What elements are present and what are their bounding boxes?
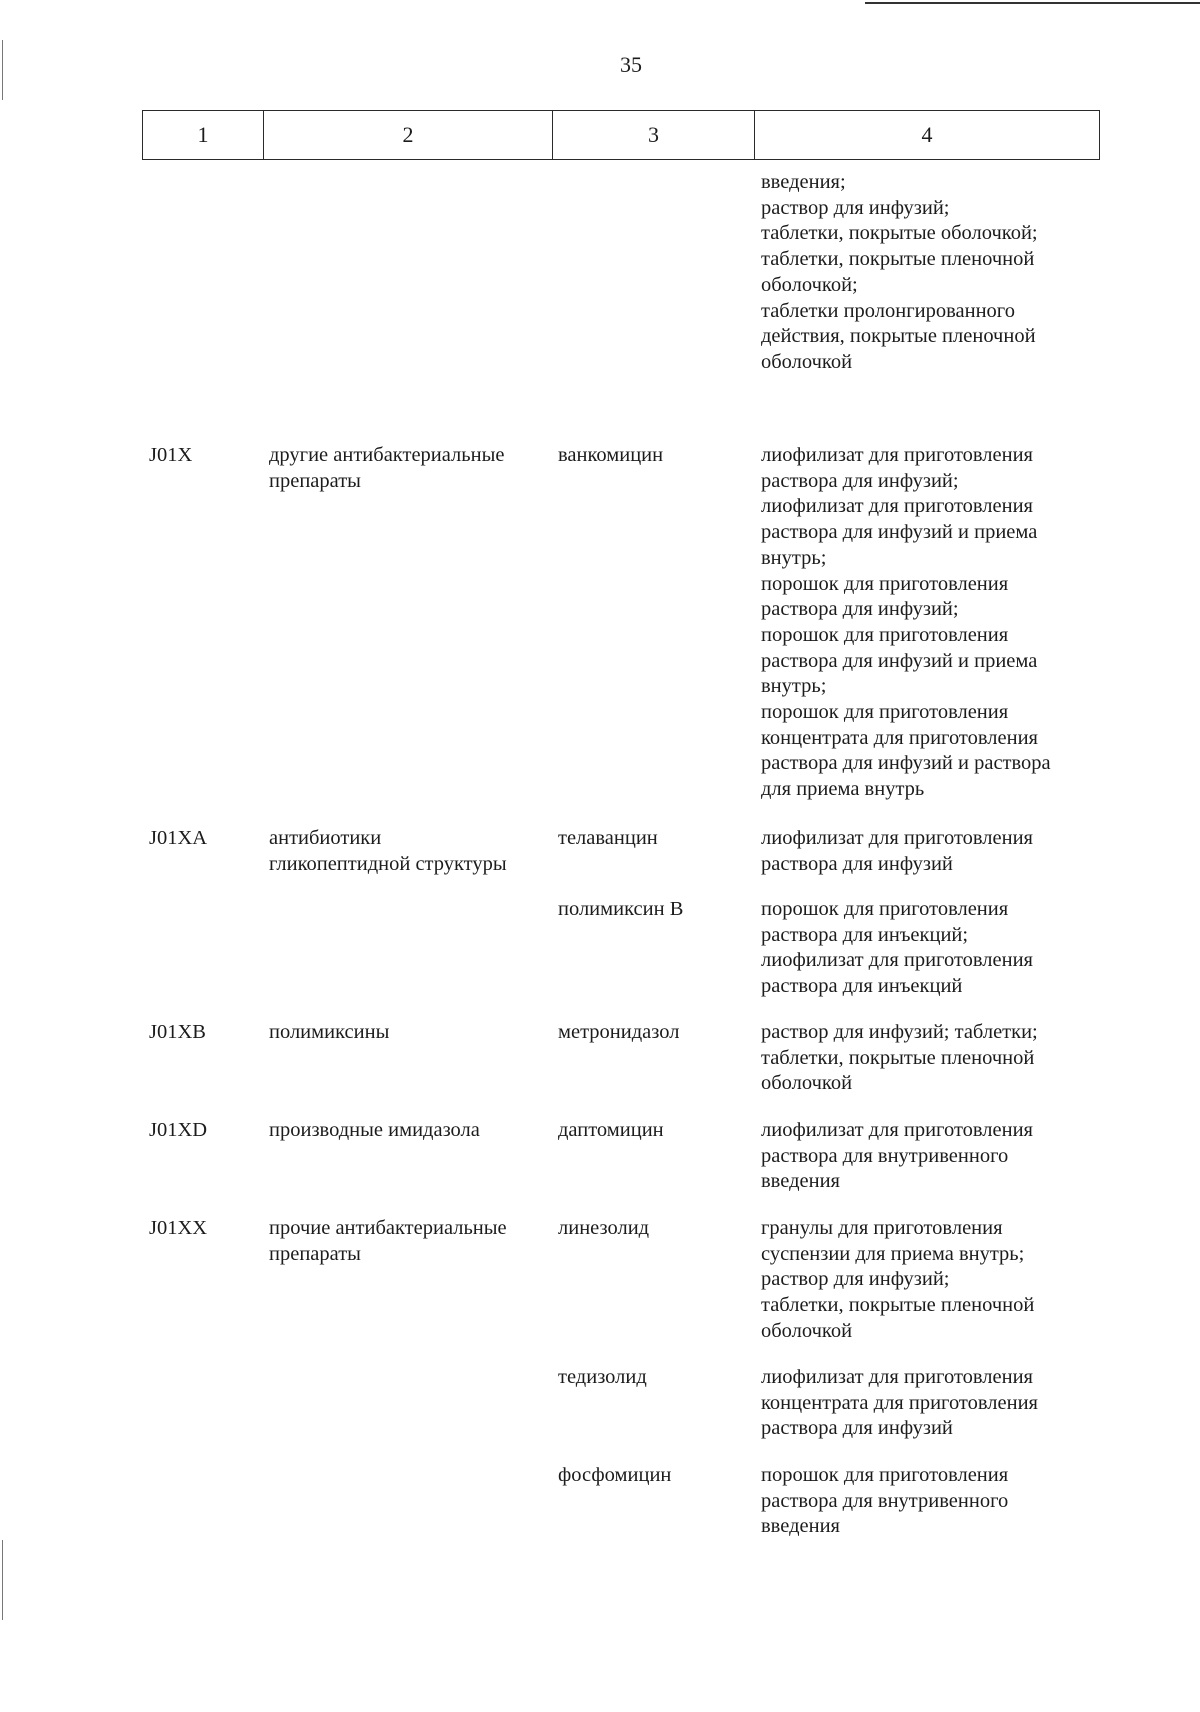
- dosage-forms: [754, 897, 1100, 1020]
- dosage-form-line: порошок для приготовления: [761, 898, 1009, 920]
- dosage-form-line: раствора для инфузий: [761, 1417, 953, 1440]
- group-line: препараты: [269, 1242, 361, 1265]
- dosage-form-line: раствора для инфузий и приема: [761, 649, 1038, 672]
- dosage-form-line: раствора для внутривенного: [761, 1144, 1009, 1167]
- table-row: [142, 1365, 1100, 1463]
- dosage-form-line: оболочкой;: [761, 273, 858, 296]
- drug-name: линезолид: [558, 1217, 650, 1239]
- table-row: [142, 1020, 1100, 1118]
- dosage-form-line: оболочкой: [761, 1072, 853, 1095]
- drug-name: ванкомицин: [558, 444, 664, 466]
- dosage-form-line: лиофилизат для приготовления: [761, 444, 1033, 466]
- drug-name: даптомицин: [558, 1119, 664, 1141]
- dosage-form-line: концентрата для приготовления: [761, 726, 1038, 749]
- table-row: [142, 897, 1100, 1020]
- atc-group-name: [263, 1118, 552, 1216]
- dosage-form-line: оболочкой: [761, 350, 853, 373]
- dosage-form-line: раствора для инъекций: [761, 975, 963, 998]
- atc-code: J01XB: [149, 1021, 206, 1043]
- page-number: 35: [620, 52, 642, 77]
- dosage-forms: [754, 170, 1100, 443]
- table-row: [142, 826, 1100, 897]
- atc-code: [142, 170, 263, 443]
- dosage-forms: [754, 1365, 1100, 1463]
- atc-group-name: [263, 1020, 552, 1118]
- dosage-form-line: концентрата для приготовления: [761, 1391, 1038, 1414]
- drug-name: [552, 170, 754, 443]
- header-col-4: 4: [921, 122, 933, 147]
- dosage-form-line: раствора для инфузий и приема: [761, 521, 1038, 544]
- dosage-form-line: таблетки, покрытые пленочной: [761, 1046, 1035, 1069]
- dosage-form-line: действия, покрытые пленочной: [761, 325, 1036, 348]
- atc-group-name: [263, 897, 552, 1020]
- dosage-form-line: введения: [761, 1515, 840, 1538]
- atc-code: [142, 1365, 263, 1463]
- atc-group-name: [263, 1365, 552, 1463]
- dosage-form-line: внутрь;: [761, 675, 827, 698]
- atc-code: [142, 897, 263, 1020]
- dosage-form-line: внутрь;: [761, 546, 827, 569]
- scan-edge-mark: [2, 1540, 3, 1620]
- table-row: [142, 1216, 1100, 1365]
- table-header: [142, 110, 1100, 160]
- dosage-forms: [754, 1216, 1100, 1365]
- drug-name: телаванцин: [558, 827, 658, 849]
- atc-group-name: [263, 170, 552, 443]
- dosage-form-line: оболочкой: [761, 1319, 853, 1342]
- header-col-2: 2: [264, 111, 553, 159]
- dosage-form-line: лиофилизат для приготовления: [761, 495, 1033, 518]
- table-row: [142, 1463, 1100, 1543]
- table-row: [142, 443, 1100, 826]
- dosage-form-line: порошок для приготовления: [761, 701, 1009, 724]
- dosage-form-line: лиофилизат для приготовления: [761, 827, 1033, 849]
- dosage-form-line: таблетки, покрытые оболочкой;: [761, 222, 1038, 245]
- dosage-form-line: раствора для инъекций;: [761, 923, 969, 946]
- atc-group-name: [263, 1216, 552, 1365]
- dosage-form-line: таблетки, покрытые пленочной: [761, 1294, 1035, 1317]
- dosage-form-line: раствора для инфузий;: [761, 469, 959, 492]
- dosage-form-line: раствор для инфузий;: [761, 1268, 950, 1291]
- dosage-form-line: гранулы для приготовления: [761, 1217, 1003, 1239]
- dosage-form-line: раствора для внутривенного: [761, 1489, 1009, 1512]
- drug-name: метронидазол: [558, 1021, 680, 1043]
- atc-group-name: [263, 826, 552, 897]
- atc-code: J01X: [149, 444, 193, 466]
- dosage-form-line: для приема внутрь: [761, 778, 925, 801]
- drug-name: полимиксин В: [558, 898, 684, 920]
- dosage-form-line: лиофилизат для приготовления: [761, 1119, 1033, 1141]
- header-col-3: 3: [553, 111, 755, 159]
- dosage-form-line: лиофилизат для приготовления: [761, 949, 1033, 972]
- atc-code: J01XA: [149, 827, 208, 849]
- group-line: производные имидазола: [269, 1119, 480, 1141]
- group-line: прочие антибактериальные: [269, 1217, 507, 1239]
- dosage-form-line: раствора для инфузий и раствора: [761, 752, 1051, 775]
- group-line: антибиотики: [269, 827, 382, 849]
- atc-group-name: [263, 1463, 552, 1543]
- table-row: [142, 1118, 1100, 1216]
- dosage-form-line: раствор для инфузий;: [761, 196, 950, 219]
- dosage-form-line: порошок для приготовления: [761, 623, 1009, 646]
- group-line: другие антибактериальные: [269, 444, 505, 466]
- dosage-form-line: порошок для приготовления: [761, 572, 1009, 595]
- dosage-form-line: лиофилизат для приготовления: [761, 1366, 1033, 1388]
- atc-group-name: [263, 443, 552, 826]
- group-line: полимиксины: [269, 1021, 390, 1043]
- group-line: препараты: [269, 469, 361, 492]
- drug-name: фосфомицин: [558, 1464, 672, 1486]
- dosage-forms: [754, 1020, 1100, 1118]
- dosage-forms: [754, 1118, 1100, 1216]
- drug-name: тедизолид: [558, 1366, 647, 1388]
- dosage-form-line: суспензии для приема внутрь;: [761, 1242, 1025, 1265]
- atc-code: J01XD: [149, 1119, 208, 1141]
- dosage-form-line: раствор для инфузий; таблетки;: [761, 1021, 1038, 1043]
- dosage-forms: [754, 826, 1100, 897]
- dosage-form-line: раствора для инфузий: [761, 852, 953, 875]
- group-line: гликопептидной структуры: [269, 852, 507, 875]
- header-col-1: 1: [143, 111, 264, 159]
- scan-edge-rule: [865, 2, 1200, 4]
- atc-code: J01XX: [149, 1217, 208, 1239]
- dosage-forms: [754, 1463, 1100, 1543]
- dosage-forms: [754, 443, 1100, 826]
- atc-code: [142, 1463, 263, 1543]
- dosage-form-line: таблетки, покрытые пленочной: [761, 248, 1035, 271]
- dosage-form-line: раствора для инфузий;: [761, 598, 959, 621]
- dosage-form-line: порошок для приготовления: [761, 1464, 1009, 1486]
- table-row: [142, 170, 1100, 443]
- table-body: [142, 170, 1100, 1543]
- dosage-form-line: введения;: [761, 171, 846, 193]
- dosage-form-line: введения: [761, 1170, 840, 1193]
- dosage-form-line: таблетки пролонгированного: [761, 299, 1015, 322]
